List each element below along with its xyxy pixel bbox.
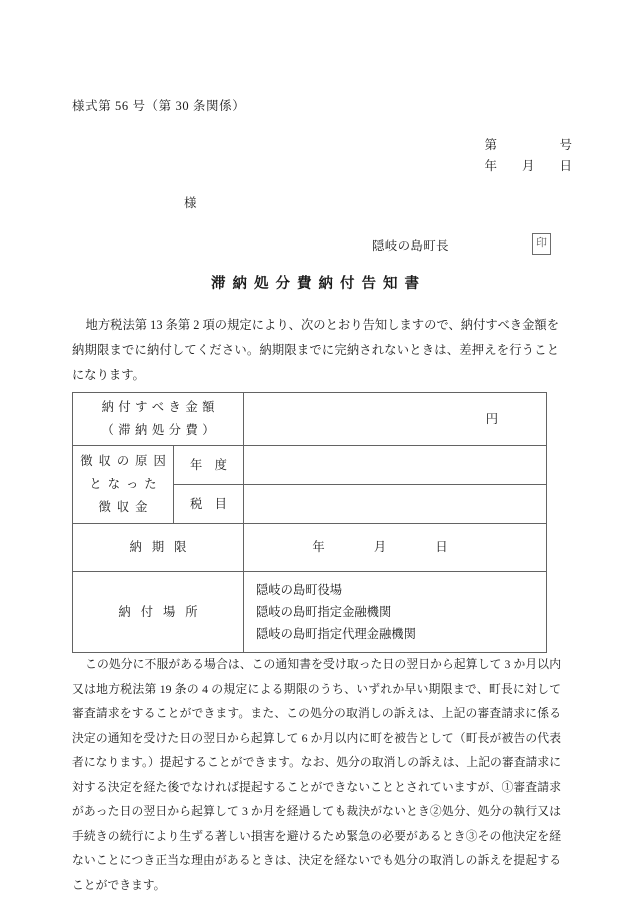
amount-label-line2: （滞納処分費） xyxy=(101,423,220,437)
cause-label-line3: 徴収金 xyxy=(98,500,154,514)
tax-item-label-cell: 税 目 xyxy=(174,485,244,524)
appeal-notice-paragraph xyxy=(72,652,561,897)
document-number-block xyxy=(484,135,572,177)
table-row-year xyxy=(73,446,547,485)
list-item: 隠岐の島町指定金融機関 xyxy=(256,605,392,619)
issuer-block xyxy=(372,236,552,258)
list-item: 隠岐の島町指定代理金融機関 xyxy=(256,627,416,641)
intro-paragraph xyxy=(72,313,559,388)
intro-paragraph-text: 地方税法第 13 条第 2 項の規定により、次のとおり告知しますので、納付すべき金額を納期限までに納付してください。納期限までに完納されないときは、差押えを行うことになります。 xyxy=(72,318,559,382)
page-title: 滞納処分費納付告知書 xyxy=(211,276,426,292)
document-number-line: 第 号 xyxy=(484,138,572,152)
notification-table xyxy=(72,392,547,653)
table-row-due-date xyxy=(73,524,547,572)
amount-value-cell[interactable] xyxy=(244,393,547,446)
amount-unit-label: 円 xyxy=(485,412,498,426)
due-date-label-cell: 納期限 xyxy=(73,524,244,572)
document-date-line: 年 月 日 xyxy=(484,159,572,173)
payment-place-label-cell: 納付場所 xyxy=(73,572,244,653)
appeal-notice-text: この処分に不服がある場合は、この通知書を受け取った日の翌日から起算して 3 か月以内又は地方税法第 19 条の 4 の規定による期限のうち、いずれか早い期限まで、町長に対して審査請求をすることができます。また、この処分の取消しの訴えは、上記の審査請求に係る決定の通知を受けた日の翌日から起算して 6 か月以内に町を被告として（町長が被告の代表者になります。）提起することができます。なお、処分の取消しの訴えは、上記の審査請求に対する決定を経た後でなければ提起することができないこととされていますが、①審査請求があった日の翌日から起算して 3 か月を経過しても裁決がないとき②処分、処分の執行又は手続きの続行により生ずる著しい損害を避けるため緊急の必要があるとき③その他決定を経ないことにつき正当な理由があるときは、決定を経ないでも処分の取消しの訴えを提起することができます。 xyxy=(72,657,561,892)
payment-place-value-cell xyxy=(244,572,547,653)
cause-label-line1: 徴収の原因 xyxy=(80,454,172,468)
addressee-line: 様 xyxy=(184,196,197,210)
amount-label-line1: 納付すべき金額 xyxy=(101,400,219,414)
table-row-payment-place xyxy=(73,572,547,653)
tax-item-value-cell[interactable] xyxy=(244,485,547,524)
due-date-ymd-placeholder: 年 月 日 xyxy=(312,540,448,554)
amount-label-cell xyxy=(73,393,244,446)
cause-label-cell xyxy=(73,446,174,524)
payment-place-list xyxy=(244,572,546,652)
form-number: 様式第 56 号（第 30 条関係） xyxy=(72,99,246,113)
fiscal-year-label-cell: 年 度 xyxy=(174,446,244,485)
cause-label-line2: となった xyxy=(89,477,163,491)
due-date-value-cell[interactable] xyxy=(244,524,547,572)
notification-table-wrap xyxy=(72,392,547,653)
fiscal-year-value-cell[interactable] xyxy=(244,446,547,485)
issuer-name: 隠岐の島町長 xyxy=(372,239,449,253)
list-item: 隠岐の島町役場 xyxy=(256,583,343,597)
table-row-amount xyxy=(73,393,547,446)
seal-stamp-icon: 印 xyxy=(532,233,551,255)
